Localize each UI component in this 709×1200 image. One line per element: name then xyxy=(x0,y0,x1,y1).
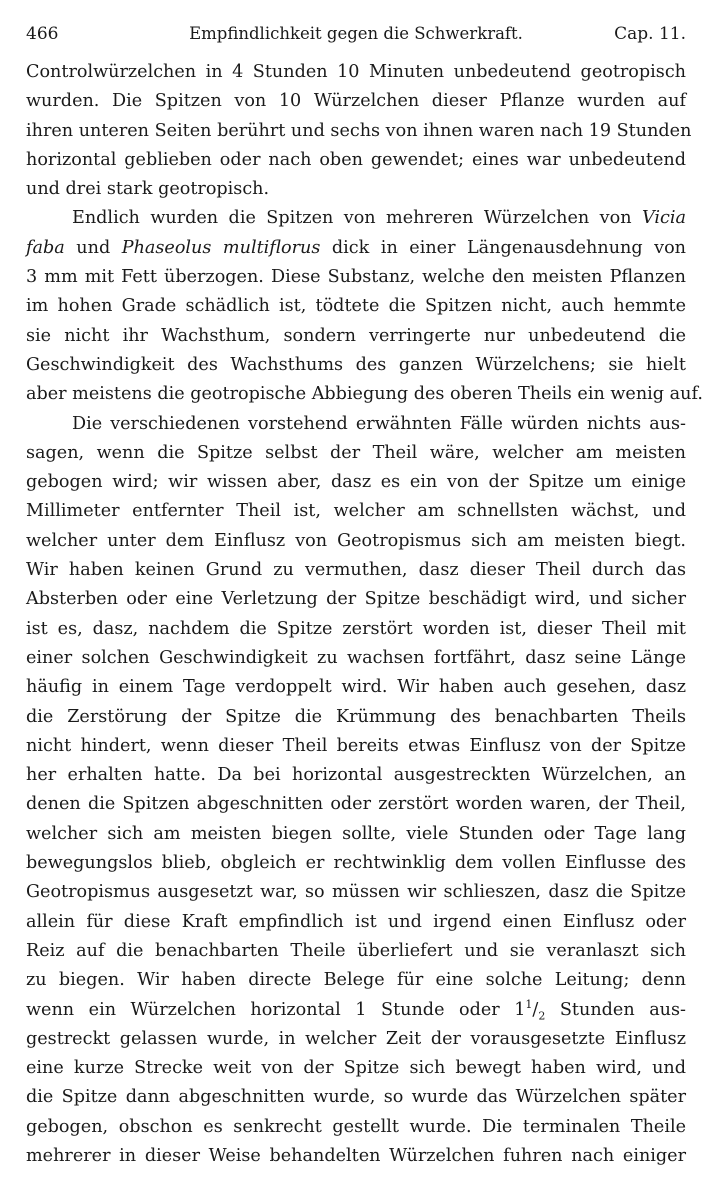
text-line: welcher unter dem Einflusz von Geotropismus sich am meisten biegt. xyxy=(26,530,686,551)
text-line: welcher sich am meisten biegen sollte, viele Stunden oder Tage lang xyxy=(26,823,686,844)
text-line: gebogen wird; wir wissen aber, dasz es ein von der Spitze um einige xyxy=(26,472,686,493)
text-line: 3 mm mit Fett überzogen. Diese Substanz, welche den meisten Pflanzen xyxy=(26,267,686,288)
text-line: Reiz auf die benachbarten Theile überliefert und sie veranlaszt sich xyxy=(26,940,686,961)
text-line: die Spitze dann abgeschnitten wurde, so wurde das Würzelchen später xyxy=(26,1087,686,1108)
running-header xyxy=(26,18,686,50)
text-line: Absterben oder eine Verletzung der Spitze beschädigt wird, und sicher xyxy=(26,589,686,610)
text-line: häufig in einem Tage verdoppelt wird. Wir haben auch gesehen, dasz xyxy=(26,677,686,698)
text-line: gebogen, obschon es senkrecht gestellt wurde. Die terminalen Theile xyxy=(26,1116,686,1137)
text-line: Geschwindigkeit des Wachsthums des ganzen Würzelchens; sie hielt xyxy=(26,354,686,375)
text-line: horizontal geblieben oder nach oben gewendet; eines war unbedeutend xyxy=(26,149,686,170)
text-line: die Zerstörung der Spitze die Krümmung des benachbarten Theils xyxy=(26,706,686,727)
text-line: sie nicht ihr Wachsthum, sondern verringerte nur unbedeutend die xyxy=(26,325,686,346)
text-line: denen die Spitzen abgeschnitten oder zerstört worden waren, der Theil, xyxy=(26,794,686,815)
fraction-slash: / xyxy=(532,999,539,1020)
text-line: allein für diese Kraft empfindlich ist und irgend einen Einflusz oder xyxy=(26,911,686,932)
text-line: aber meistens die geotropische Abbiegung des oberen Theils ein wenig auf. xyxy=(26,384,703,405)
species-name: Phaseolus multiflorus xyxy=(121,237,321,258)
species-name: Vicia xyxy=(642,208,686,229)
species-name: faba xyxy=(26,237,65,258)
text-line: wenn ein Würzelchen horizontal 1 Stunde oder $1^1/_2$ Stunden aus- xyxy=(26,997,686,1023)
text-line: Controlwürzelchen in 4 Stunden 10 Minuten unbedeutend geotropisch xyxy=(26,62,686,82)
text-line: Geotropismus ausgesetzt war, so müssen wir schlieszen, dasz die Spitze xyxy=(26,882,686,903)
book-page xyxy=(26,18,703,1188)
text-line: her erhalten hatte. Da bei horizontal ausgestreckten Würzelchen, an xyxy=(26,765,686,786)
chapter-label: Cap. 11. xyxy=(614,24,686,44)
running-title: Empfindlichkeit gegen die Schwerkraft. xyxy=(189,24,523,43)
text-line: im hohen Grade schädlich ist, tödtete die Spitzen nicht, auch hemmte xyxy=(26,296,686,317)
fraction-numerator: 1 xyxy=(525,997,533,1011)
text-line: gestreckt gelassen wurde, in welcher Zeit der vorausgesetzte Einflusz xyxy=(26,1028,686,1049)
text-line: bewegungslos blieb, obgleich er rechtwinklig dem vollen Einflusse des xyxy=(26,853,686,874)
text-line: Wir haben keinen Grund zu vermuthen, dasz dieser Theil durch das xyxy=(26,560,686,581)
text-line: Die verschiedenen vorstehend erwähnten Fälle würden nichts aus- xyxy=(72,413,686,434)
text-line: mehrerer in dieser Weise behandelten Würzelchen fuhren nach einiger xyxy=(26,1145,686,1166)
text-line: faba und Phaseolus multiflorus dick in einer Längenausdehnung von xyxy=(26,237,686,258)
text-line: eine kurze Strecke weit von der Spitze sich bewegt haben wird, und xyxy=(26,1058,686,1079)
text-line: nicht hindert, wenn dieser Theil bereits etwas Einflusz von der Spitze xyxy=(26,735,686,756)
text-line: einer solchen Geschwindigkeit zu wachsen fortfährt, dasz seine Länge xyxy=(26,647,686,668)
page-number: 466 xyxy=(26,24,59,44)
text-line: und drei stark geotropisch. xyxy=(26,179,270,200)
paragraph xyxy=(26,410,686,1172)
text-line: ist es, dasz, nachdem die Spitze zerstört worden ist, dieser Theil mit xyxy=(26,618,686,639)
text-line: sagen, wenn die Spitze selbst der Theil wäre, welcher am meisten xyxy=(26,442,686,463)
paragraph xyxy=(26,58,692,204)
text-line: Endlich wurden die Spitzen von mehreren Würzelchen von Vicia xyxy=(72,208,686,229)
body-text xyxy=(26,58,703,1171)
fraction-denominator: 2 xyxy=(538,1009,546,1023)
text-line: zu biegen. Wir haben directe Belege für eine solche Leitung; denn xyxy=(26,970,686,991)
text-line: Millimeter entfernter Theil ist, welcher am schnellsten wächst, und xyxy=(26,501,686,522)
text-line: wurden. Die Spitzen von 10 Würzelchen dieser Pflanze wurden auf xyxy=(26,91,686,112)
paragraph xyxy=(26,204,703,409)
text-line: ihren unteren Seiten berührt und sechs von ihnen waren nach 19 Stunden xyxy=(26,120,692,141)
